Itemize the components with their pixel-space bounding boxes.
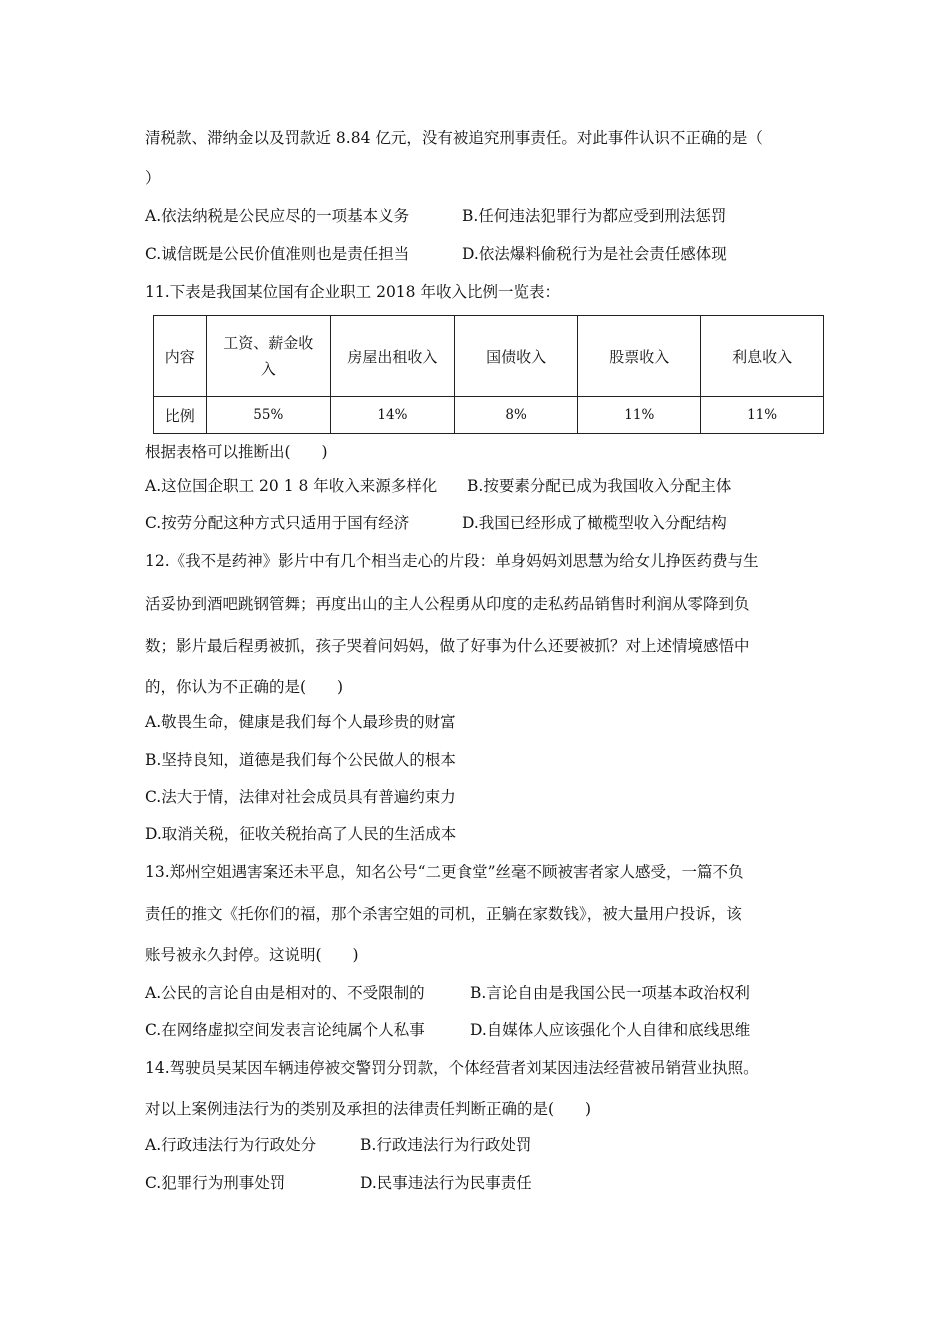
table-cell: 14% bbox=[331, 397, 455, 434]
q12-option-b: B.坚持良知，道德是我们每个公民做人的根本 bbox=[145, 751, 456, 769]
q10-stem-line1: 清税款、滞纳金以及罚款近 8.84 亿元，没有被追究刑事责任。对此事件认识不正确的是（ bbox=[145, 129, 763, 147]
q11-prompt: 根据表格可以推断出( ) bbox=[145, 443, 328, 461]
table-cell: 11% bbox=[578, 397, 701, 434]
table-header-cell: 内容 bbox=[154, 316, 207, 397]
q13-option-d: D.自媒体人应该强化个人自律和底线思维 bbox=[470, 1021, 751, 1039]
q14-option-a: A.行政违法行为行政处分 bbox=[145, 1136, 317, 1154]
q10-option-b: B.任何违法犯罪行为都应受到刑法惩罚 bbox=[462, 207, 727, 225]
q13-stem-line3: 账号被永久封停。这说明( ) bbox=[145, 946, 359, 964]
q13-option-c: C.在网络虚拟空间发表言论纯属个人私事 bbox=[145, 1021, 425, 1039]
q13-stem-line1: 13.郑州空姐遇害案还未平息，知名公号“二更食堂”丝毫不顾被害者家人感受，一篇不负 bbox=[145, 863, 744, 881]
q12-option-a: A.敬畏生命，健康是我们每个人最珍贵的财富 bbox=[145, 713, 456, 731]
table-cell: 11% bbox=[701, 397, 824, 434]
income-table bbox=[153, 315, 824, 434]
q10-option-c: C.诚信既是公民价值准则也是责任担当 bbox=[145, 245, 410, 263]
table-cell: 8% bbox=[454, 397, 578, 434]
q14-stem-line2: 对以上案例违法行为的类别及承担的法律责任判断正确的是( ) bbox=[145, 1100, 592, 1118]
table-header-cell: 工资、薪金收入 bbox=[206, 316, 331, 397]
table-header-cell: 利息收入 bbox=[701, 316, 824, 397]
q11-option-a: A.这位国企职工 20 1 8 年收入来源多样化 bbox=[145, 477, 438, 495]
q12-option-d: D.取消关税，征收关税抬高了人民的生活成本 bbox=[145, 825, 457, 843]
q12-stem-line4: 的，你认为不正确的是( ) bbox=[145, 678, 344, 696]
q11-option-c: C.按劳分配这种方式只适用于国有经济 bbox=[145, 514, 410, 532]
q12-stem-line1: 12.《我不是药神》影片中有几个相当走心的片段：单身妈妈刘思慧为给女儿挣医药费与生 bbox=[145, 552, 759, 570]
q14-stem-line1: 14.驾驶员吴某因车辆违停被交警罚分罚款，个体经营者刘某因违法经营被吊销营业执照。 bbox=[145, 1059, 759, 1077]
q12-option-c: C.法大于情，法律对社会成员具有普遍约束力 bbox=[145, 788, 456, 806]
table-header-cell: 国债收入 bbox=[454, 316, 578, 397]
q10-option-a: A.依法纳税是公民应尽的一项基本义务 bbox=[145, 207, 410, 225]
q14-option-b: B.行政违法行为行政处罚 bbox=[360, 1136, 532, 1154]
table-row bbox=[154, 397, 824, 434]
q13-option-a: A.公民的言论自由是相对的、不受限制的 bbox=[145, 984, 425, 1002]
q14-option-c: C.犯罪行为刑事处罚 bbox=[145, 1174, 286, 1192]
q13-option-b: B.言论自由是我国公民一项基本政治权利 bbox=[470, 984, 750, 1002]
q12-stem-line2: 活妥协到酒吧跳钢管舞；再度出山的主人公程勇从印度的走私药品销售时利润从零降到负 bbox=[145, 595, 750, 613]
q10-stem-line2: ） bbox=[145, 169, 161, 187]
table-header-cell: 房屋出租收入 bbox=[331, 316, 455, 397]
table-cell: 55% bbox=[206, 397, 331, 434]
q13-stem-line2: 责任的推文《托你们的福，那个杀害空姐的司机，正躺在家数钱》，被大量用户投诉，该 bbox=[145, 905, 742, 923]
table-header-cell: 股票收入 bbox=[578, 316, 701, 397]
q11-stem: 11.下表是我国某位国有企业职工 2018 年收入比例一览表： bbox=[145, 283, 560, 301]
q12-stem-line3: 数；影片最后程勇被抓，孩子哭着问妈妈，做了好事为什么还要被抓？对上述情境感悟中 bbox=[145, 637, 750, 655]
q10-option-d: D.依法爆料偷税行为是社会责任感体现 bbox=[462, 245, 727, 263]
table-row-label: 比例 bbox=[154, 397, 207, 434]
q14-option-d: D.民事违法行为民事责任 bbox=[360, 1174, 532, 1192]
q11-option-d: D.我国已经形成了橄榄型收入分配结构 bbox=[462, 514, 727, 532]
q11-option-b: B.按要素分配已成为我国收入分配主体 bbox=[467, 477, 732, 495]
table-header-row bbox=[154, 316, 824, 397]
